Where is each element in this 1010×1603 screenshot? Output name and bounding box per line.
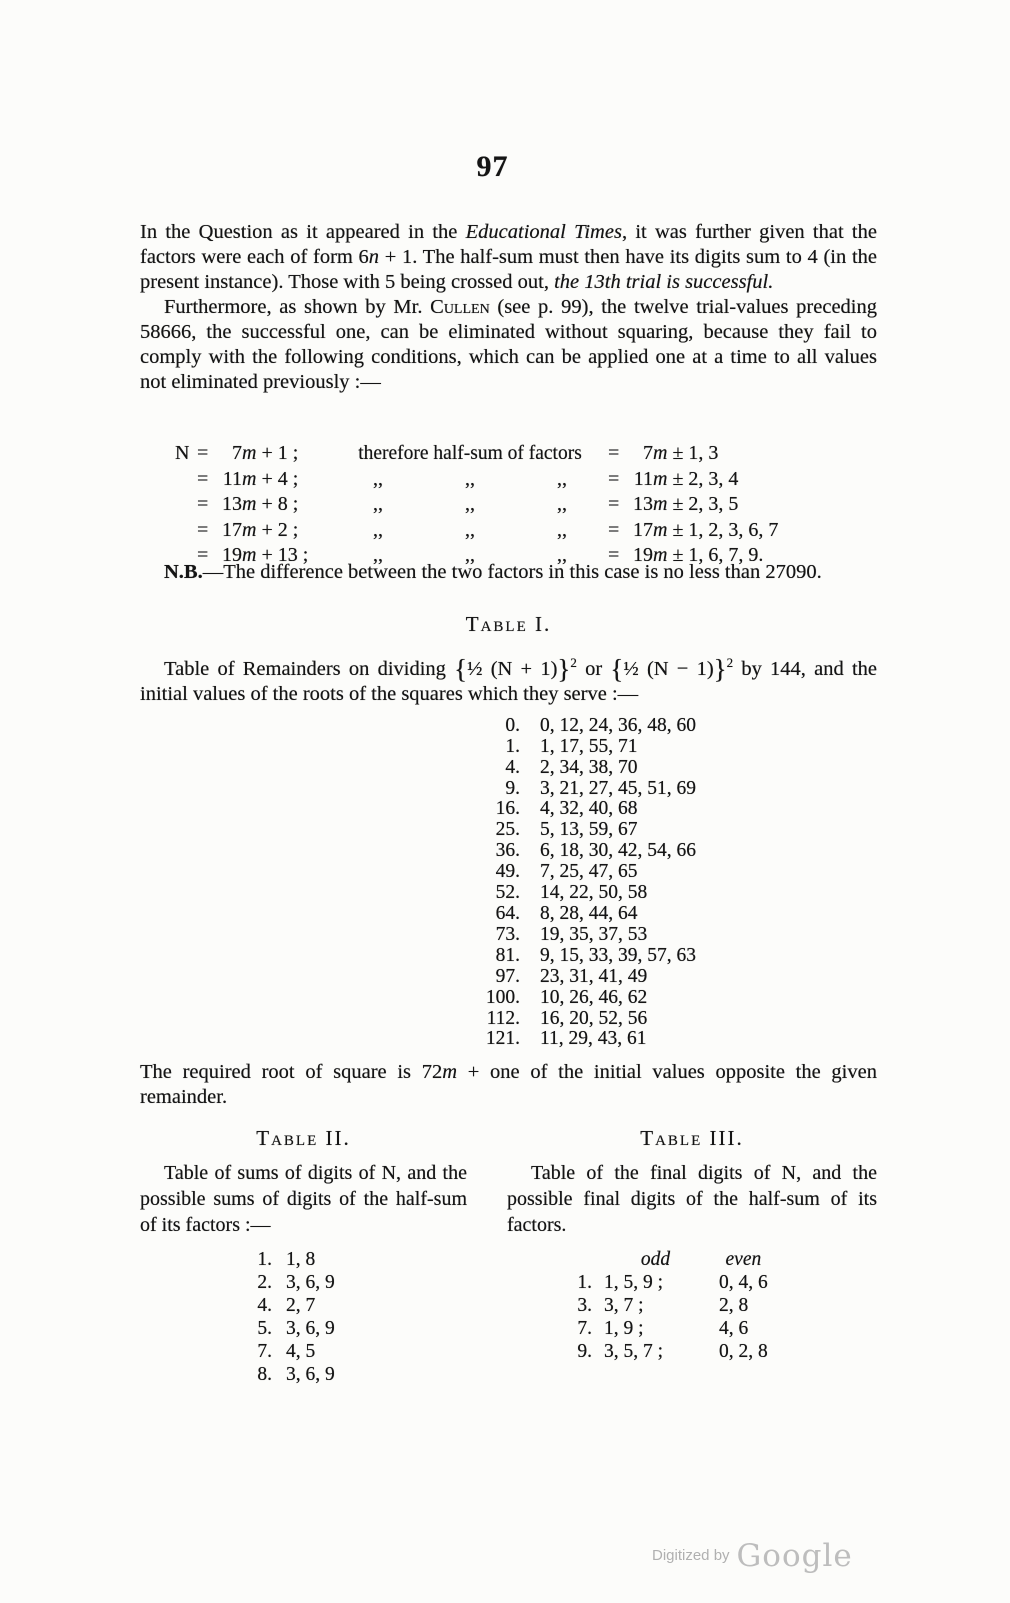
table-row [440, 967, 696, 988]
coefficient: 19 [222, 544, 242, 566]
table-row [440, 862, 696, 883]
even-values-cell: 2, 8 [719, 1295, 749, 1316]
table1-section [140, 612, 877, 1110]
equation-tail: ± 1, 3 [667, 442, 719, 464]
ditto-mark: ,, [557, 493, 567, 515]
values-cell: 2, 7 [286, 1295, 316, 1316]
table3-caption: Table of the final digits of N, and the possible final digits of the half-sum of its factors. [507, 1162, 877, 1236]
formula-body: (N + 1) [482, 657, 558, 680]
equation-lhs [175, 518, 197, 544]
paragraph-text: In the Question as it appeared in the [140, 221, 466, 243]
coefficient: 13 [222, 493, 242, 515]
table-row [557, 1317, 768, 1340]
table2-column [140, 1126, 467, 1386]
paragraph-text: Furthermore, as shown by Mr. [164, 296, 431, 318]
remainder-cell: 36. [495, 840, 520, 862]
values-cell: 5, 13, 59, 67 [540, 819, 638, 841]
intro-section [140, 220, 877, 395]
empty-cell [557, 1248, 592, 1271]
values-cell: 7, 25, 47, 65 [540, 861, 638, 883]
math-variable: n [368, 246, 380, 268]
odd-values-cell: 1, 9 ; [604, 1318, 644, 1339]
equation-tail: ± 1, 2, 3, 6, 7 [667, 518, 779, 541]
remainder-cell: 1. [505, 735, 520, 757]
digit-sums-table [235, 1248, 335, 1386]
equation-row [175, 492, 778, 518]
remainder-cell: 73. [495, 923, 520, 945]
equations-section [140, 441, 877, 569]
table-row [235, 1271, 335, 1294]
table-row [557, 1294, 768, 1317]
ditto-mark: ,, [373, 467, 383, 490]
odd-values-cell: 1, 5, 9 ; [604, 1272, 664, 1293]
nb-paragraph [140, 560, 877, 585]
half-fraction: ½ [467, 657, 483, 680]
note-text: The required root of square is 72 [140, 1061, 443, 1084]
table-row [440, 904, 696, 925]
google-logo: Google [736, 1538, 853, 1574]
equation-expr [197, 492, 332, 518]
table-row [440, 758, 696, 779]
exponent: 2 [726, 655, 734, 670]
equation-tail: + 4 ; [256, 467, 299, 490]
body-paragraph [140, 295, 877, 395]
table-row [557, 1340, 768, 1363]
values-cell: 3, 6, 9 [286, 1272, 335, 1293]
key-cell: 1. [577, 1272, 592, 1293]
journal-title-italic: Educational Times [465, 221, 622, 243]
equation-expr [197, 441, 332, 467]
equation-tail: + 2 ; [256, 518, 299, 541]
table-row [440, 946, 696, 967]
odd-values-cell: 3, 7 ; [604, 1295, 644, 1316]
equation-rhs [608, 441, 778, 467]
coefficient: 11 [222, 467, 242, 490]
remainder-cell: 81. [495, 944, 520, 966]
ditto-mark: ,, [557, 544, 567, 566]
nb-text: —The difference between the two factors in this case is no less than 27090. [202, 561, 822, 583]
coefficient: 17 [222, 518, 242, 541]
equals-sign: = [608, 544, 620, 566]
math-variable: m [653, 544, 668, 566]
page-number: 97 [476, 150, 509, 183]
values-cell: 4, 32, 40, 68 [540, 798, 638, 820]
equation-tail: + 13 ; [256, 544, 309, 566]
equation-expr [197, 467, 332, 493]
remainder-cell: 25. [495, 819, 520, 841]
remainder-cell: 49. [495, 861, 520, 883]
equation-expr [197, 518, 332, 544]
equals-sign: = [608, 493, 620, 515]
ditto-mark: ,, [465, 467, 475, 490]
table-row [235, 1294, 335, 1317]
table-row [440, 1009, 696, 1030]
equation-rhs [608, 492, 778, 518]
ditto-mark: ,, [465, 493, 475, 515]
caption-text: or [576, 657, 611, 680]
equation-table [175, 441, 778, 569]
emphasized-phrase: the 13th trial is successful. [554, 271, 774, 293]
math-variable: m [653, 518, 668, 541]
coefficient: 7 [643, 442, 653, 464]
values-cell: 16, 20, 52, 56 [540, 1007, 648, 1029]
table-row [440, 883, 696, 904]
ditto-mark: ,, [557, 467, 567, 490]
coefficient: 7 [232, 442, 242, 464]
values-cell: 0, 12, 24, 36, 48, 60 [540, 714, 696, 736]
equation-lhs: N [175, 442, 190, 464]
values-cell: 3, 6, 9 [286, 1364, 335, 1385]
remainder-cell: 121. [485, 1028, 520, 1050]
math-variable: m [653, 442, 668, 464]
close-brace: } [557, 653, 571, 684]
coefficient: 13 [633, 493, 653, 515]
ditto-mark: ,, [373, 518, 383, 541]
equals-sign: = [197, 442, 209, 464]
key-cell: 1. [257, 1249, 272, 1270]
math-variable: m [242, 442, 257, 464]
values-cell: 9, 15, 33, 39, 57, 63 [540, 944, 696, 966]
even-values-cell: 4, 6 [719, 1318, 749, 1339]
final-digits-table [557, 1248, 768, 1363]
equation-tail: + 1 ; [256, 442, 299, 464]
open-brace: { [454, 653, 468, 684]
remainder-cell: 64. [495, 902, 520, 924]
table-row [235, 1340, 335, 1363]
even-values-cell: 0, 4, 6 [719, 1272, 768, 1293]
math-variable: m [242, 544, 257, 566]
two-column-tables [140, 1126, 877, 1386]
equation-lhs [175, 467, 197, 493]
ditto-mark: ,, [373, 544, 383, 566]
paragraph-text: (see p. 99), the twelve trial-values preceding 58666, the successful one, can be eliminated without squaring, because they fail to comply with the following conditions, which can be applied one at a time to all values not eliminated previously :— [140, 296, 877, 393]
formula-body: (N − 1) [638, 657, 714, 680]
note-text: + one of the initial values opposite the given remainder. [140, 1061, 877, 1109]
open-brace: { [610, 653, 624, 684]
table-row [440, 716, 696, 737]
even-values-cell: 0, 2, 8 [719, 1341, 768, 1362]
equation-rhs [608, 467, 778, 493]
equals-sign: = [197, 518, 209, 541]
remainder-cell: 4. [505, 756, 520, 778]
table-row [440, 779, 696, 800]
equals-sign: = [197, 544, 209, 566]
equation-tail: ± 2, 3, 5 [667, 493, 739, 515]
equation-lhs [175, 492, 197, 518]
key-cell: 9. [577, 1341, 592, 1362]
ditto-mark: ,, [373, 493, 383, 515]
equals-sign: = [197, 493, 209, 515]
equals-sign: = [608, 518, 620, 541]
remainder-cell: 9. [505, 777, 520, 799]
close-brace: } [713, 653, 727, 684]
remainder-cell: 100. [485, 986, 520, 1008]
values-cell: 11, 29, 43, 61 [540, 1028, 647, 1050]
table3-column [507, 1126, 877, 1386]
ditto-mark: ,, [557, 518, 567, 541]
remainder-cell: 112. [486, 1007, 520, 1029]
values-cell: 14, 22, 50, 58 [540, 882, 648, 904]
equation-rhs [608, 518, 778, 544]
key-cell: 7. [257, 1341, 272, 1362]
key-cell: 5. [257, 1318, 272, 1339]
nb-label: N.B. [164, 561, 203, 583]
table-row [440, 988, 696, 1009]
table-row [235, 1363, 335, 1386]
table3-heading: Table III. [640, 1126, 744, 1150]
remainder-cell: 52. [495, 882, 520, 904]
table-row [440, 799, 696, 820]
values-cell: 8, 28, 44, 64 [540, 902, 638, 924]
caption-text: by 144, and the initial values of the roots of the squares which they serve :— [140, 657, 877, 705]
table1-heading: Table I. [465, 612, 552, 636]
caption-text: Table of Remainders on dividing [164, 657, 455, 680]
paragraph-text: , it was further given that the factors were each of form 6 [140, 221, 877, 268]
table-header-row [557, 1248, 768, 1271]
math-variable: m [242, 518, 257, 541]
watermark [652, 1538, 853, 1574]
values-cell: 1, 8 [286, 1249, 316, 1270]
nb-section [140, 560, 877, 585]
math-variable: m [442, 1061, 458, 1084]
table1-note [140, 1060, 877, 1110]
remainder-cell: 97. [495, 965, 520, 987]
values-cell: 6, 18, 30, 42, 54, 66 [540, 840, 696, 862]
key-cell: 2. [257, 1272, 272, 1293]
remainder-table [440, 716, 696, 1051]
remainder-cell: 0. [505, 714, 520, 736]
equals-sign: = [197, 467, 209, 490]
equation-tail: ± 2, 3, 4 [667, 467, 739, 490]
equation-middle-text: therefore half-sum of factors [358, 443, 582, 464]
math-variable: m [653, 467, 668, 490]
math-variable: m [242, 493, 257, 515]
key-cell: 3. [577, 1295, 592, 1316]
values-cell: 3, 6, 9 [286, 1318, 335, 1339]
table-row [235, 1317, 335, 1340]
values-cell: 23, 31, 41, 49 [540, 965, 648, 987]
coefficient: 17 [633, 518, 653, 541]
body-paragraph [140, 220, 877, 295]
table1-caption [140, 650, 877, 707]
table-row [440, 925, 696, 946]
ditto-mark: ,, [465, 518, 475, 541]
watermark-text: Digitized by [652, 1547, 730, 1564]
odd-values-cell: 3, 5, 7 ; [604, 1341, 664, 1362]
equation-tail: + 8 ; [256, 493, 299, 515]
key-cell: 4. [257, 1295, 272, 1316]
math-variable: m [653, 493, 668, 515]
remainder-cell: 16. [495, 798, 520, 820]
values-cell: 2, 34, 38, 70 [540, 756, 638, 778]
odd-column-header: odd [640, 1249, 671, 1270]
table-row [235, 1248, 335, 1271]
key-cell: 8. [257, 1364, 272, 1385]
paragraph-text: + 1. The half-sum must then have its digits sum to 4 (in the present instance). Those with 5 being crossed out, [140, 246, 877, 293]
equals-sign: = [608, 442, 620, 464]
equation-tail: ± 1, 6, 7, 9. [667, 544, 764, 566]
table-row [440, 820, 696, 841]
author-name-smallcaps: Cullen [430, 296, 490, 318]
table-row [557, 1271, 768, 1294]
coefficient: 19 [633, 544, 653, 566]
equation-row [175, 518, 778, 544]
values-cell: 1, 17, 55, 71 [540, 735, 638, 757]
table-row [440, 737, 696, 758]
math-variable: m [242, 467, 257, 490]
table2-caption: Table of sums of digits of N, and the possible sums of digits of the half-sum of its factors :— [140, 1162, 467, 1236]
half-fraction: ½ [623, 657, 639, 680]
table-row [440, 1029, 696, 1050]
coefficient: 11 [633, 467, 653, 490]
equation-row [175, 467, 778, 493]
equals-sign: = [608, 467, 620, 490]
values-cell: 3, 21, 27, 45, 51, 69 [540, 777, 696, 799]
key-cell: 7. [577, 1318, 592, 1339]
ditto-mark: ,, [465, 544, 475, 566]
values-cell: 4, 5 [286, 1341, 316, 1362]
even-column-header: even [725, 1249, 762, 1270]
table2-heading: Table II. [256, 1126, 351, 1150]
equation-row [175, 441, 778, 467]
values-cell: 10, 26, 46, 62 [540, 986, 648, 1008]
table-row [440, 841, 696, 862]
exponent: 2 [570, 655, 577, 670]
values-cell: 19, 35, 37, 53 [540, 923, 648, 945]
